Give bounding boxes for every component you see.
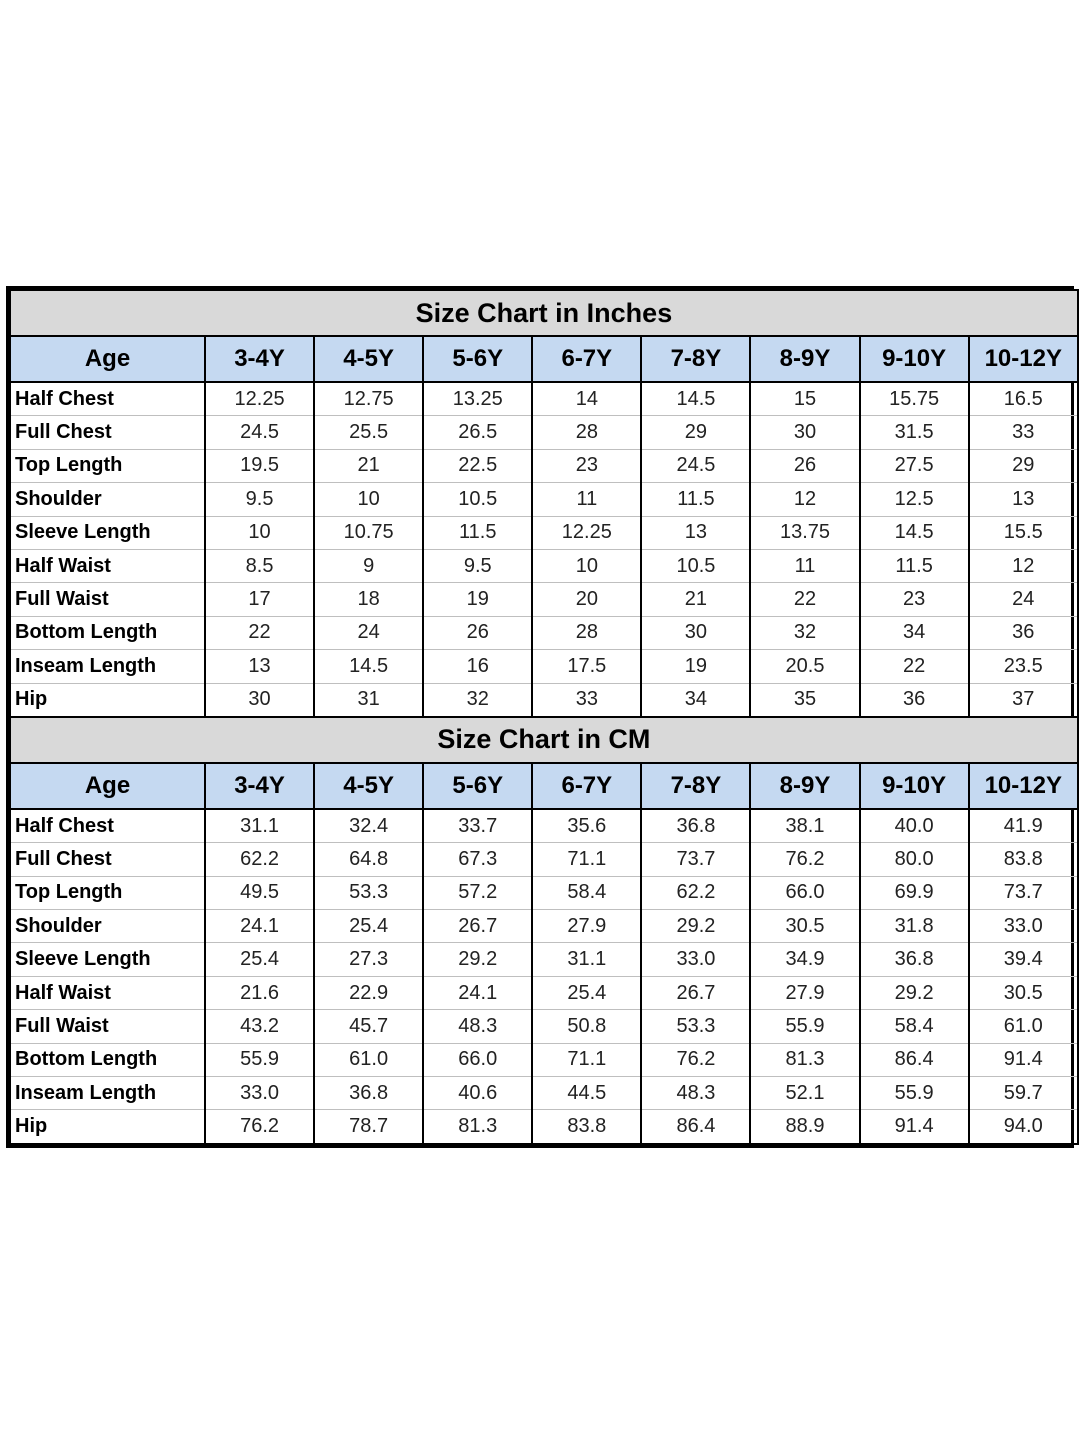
measurement-value: 59.7 — [969, 1077, 1078, 1110]
measurement-value: 76.2 — [641, 1043, 750, 1076]
measurement-value: 61.0 — [314, 1043, 423, 1076]
measurement-value: 10.5 — [423, 483, 532, 516]
measurement-label: Full Chest — [10, 843, 205, 876]
measurement-value: 29.2 — [641, 910, 750, 943]
measurement-value: 14 — [532, 382, 641, 416]
age-column-header: 10-12Y — [969, 763, 1078, 809]
measurement-value: 71.1 — [532, 843, 641, 876]
measurement-label: Sleeve Length — [10, 516, 205, 549]
table-row — [10, 1043, 1078, 1076]
measurement-label: Half Waist — [10, 549, 205, 582]
measurement-value: 80.0 — [860, 843, 969, 876]
measurement-value: 58.4 — [860, 1010, 969, 1043]
measurement-label: Half Chest — [10, 382, 205, 416]
measurement-value: 49.5 — [205, 876, 314, 909]
age-column-header: 5-6Y — [423, 763, 532, 809]
measurement-value: 22.9 — [314, 976, 423, 1009]
measurement-value: 55.9 — [860, 1077, 969, 1110]
measurement-value: 27.9 — [750, 976, 859, 1009]
measurement-value: 10 — [314, 483, 423, 516]
measurement-value: 11.5 — [641, 483, 750, 516]
measurement-value: 29 — [969, 449, 1078, 482]
size-chart — [6, 286, 1074, 1148]
age-header: Age — [10, 763, 205, 809]
measurement-label: Shoulder — [10, 910, 205, 943]
measurement-value: 33.0 — [641, 943, 750, 976]
measurement-value: 9.5 — [205, 483, 314, 516]
measurement-label: Inseam Length — [10, 1077, 205, 1110]
table-row — [10, 943, 1078, 976]
measurement-value: 26.7 — [423, 910, 532, 943]
measurement-value: 9.5 — [423, 549, 532, 582]
cm-chart-title: Size Chart in CM — [10, 717, 1078, 763]
measurement-label: Full Waist — [10, 1010, 205, 1043]
age-column-header: 6-7Y — [532, 763, 641, 809]
measurement-value: 20.5 — [750, 650, 859, 683]
measurement-value: 25.4 — [205, 943, 314, 976]
measurement-value: 27.5 — [860, 449, 969, 482]
measurement-value: 11.5 — [860, 549, 969, 582]
table-row — [10, 1010, 1078, 1043]
table-row — [10, 809, 1078, 843]
table-row — [10, 910, 1078, 943]
measurement-value: 38.1 — [750, 809, 859, 843]
measurement-value: 10 — [532, 549, 641, 582]
measurement-value: 33 — [969, 416, 1078, 449]
measurement-value: 81.3 — [750, 1043, 859, 1076]
measurement-value: 15.5 — [969, 516, 1078, 549]
inches-header-row — [10, 336, 1078, 382]
measurement-value: 78.7 — [314, 1110, 423, 1144]
table-row — [10, 1110, 1078, 1144]
measurement-value: 12.25 — [205, 382, 314, 416]
measurement-value: 62.2 — [205, 843, 314, 876]
measurement-value: 21.6 — [205, 976, 314, 1009]
table-row — [10, 549, 1078, 582]
measurement-value: 29.2 — [860, 976, 969, 1009]
measurement-value: 24.1 — [205, 910, 314, 943]
measurement-value: 83.8 — [532, 1110, 641, 1144]
measurement-value: 17 — [205, 583, 314, 616]
measurement-value: 12.75 — [314, 382, 423, 416]
measurement-value: 58.4 — [532, 876, 641, 909]
measurement-value: 81.3 — [423, 1110, 532, 1144]
age-column-header: 7-8Y — [641, 763, 750, 809]
measurement-value: 15 — [750, 382, 859, 416]
age-column-header: 9-10Y — [860, 763, 969, 809]
measurement-value: 73.7 — [969, 876, 1078, 909]
measurement-value: 88.9 — [750, 1110, 859, 1144]
measurement-value: 73.7 — [641, 843, 750, 876]
measurement-value: 24 — [969, 583, 1078, 616]
measurement-value: 9 — [314, 549, 423, 582]
measurement-value: 36 — [860, 683, 969, 717]
measurement-label: Half Chest — [10, 809, 205, 843]
measurement-value: 31.1 — [532, 943, 641, 976]
measurement-value: 52.1 — [750, 1077, 859, 1110]
measurement-label: Shoulder — [10, 483, 205, 516]
measurement-value: 13 — [205, 650, 314, 683]
measurement-value: 50.8 — [532, 1010, 641, 1043]
table-row — [10, 876, 1078, 909]
age-column-header: 10-12Y — [969, 336, 1078, 382]
measurement-value: 27.9 — [532, 910, 641, 943]
measurement-value: 66.0 — [750, 876, 859, 909]
measurement-label: Bottom Length — [10, 616, 205, 649]
measurement-value: 30 — [205, 683, 314, 717]
measurement-label: Top Length — [10, 449, 205, 482]
measurement-value: 19.5 — [205, 449, 314, 482]
measurement-value: 31.1 — [205, 809, 314, 843]
measurement-value: 31.8 — [860, 910, 969, 943]
table-row — [10, 483, 1078, 516]
measurement-value: 55.9 — [750, 1010, 859, 1043]
measurement-value: 29.2 — [423, 943, 532, 976]
measurement-value: 76.2 — [205, 1110, 314, 1144]
measurement-value: 13 — [641, 516, 750, 549]
measurement-value: 11 — [750, 549, 859, 582]
age-column-header: 4-5Y — [314, 763, 423, 809]
measurement-value: 22 — [860, 650, 969, 683]
measurement-value: 28 — [532, 416, 641, 449]
inches-title-row — [10, 290, 1078, 336]
measurement-value: 31.5 — [860, 416, 969, 449]
measurement-value: 86.4 — [641, 1110, 750, 1144]
measurement-value: 34 — [860, 616, 969, 649]
measurement-value: 53.3 — [641, 1010, 750, 1043]
measurement-value: 31 — [314, 683, 423, 717]
table-row — [10, 583, 1078, 616]
table-row — [10, 650, 1078, 683]
table-row — [10, 843, 1078, 876]
measurement-value: 45.7 — [314, 1010, 423, 1043]
measurement-value: 34.9 — [750, 943, 859, 976]
measurement-value: 32 — [423, 683, 532, 717]
measurement-value: 12.5 — [860, 483, 969, 516]
measurement-value: 33.7 — [423, 809, 532, 843]
age-column-header: 8-9Y — [750, 336, 859, 382]
table-row — [10, 683, 1078, 717]
table-row — [10, 616, 1078, 649]
measurement-value: 57.2 — [423, 876, 532, 909]
measurement-label: Full Chest — [10, 416, 205, 449]
measurement-value: 64.8 — [314, 843, 423, 876]
age-header: Age — [10, 336, 205, 382]
measurement-value: 48.3 — [423, 1010, 532, 1043]
measurement-value: 16 — [423, 650, 532, 683]
measurement-value: 12 — [969, 549, 1078, 582]
measurement-value: 76.2 — [750, 843, 859, 876]
size-chart-table — [9, 289, 1079, 1145]
measurement-value: 35.6 — [532, 809, 641, 843]
age-column-header: 4-5Y — [314, 336, 423, 382]
measurement-value: 30 — [641, 616, 750, 649]
measurement-value: 24.5 — [205, 416, 314, 449]
measurement-value: 39.4 — [969, 943, 1078, 976]
measurement-value: 71.1 — [532, 1043, 641, 1076]
age-column-header: 3-4Y — [205, 763, 314, 809]
age-column-header: 9-10Y — [860, 336, 969, 382]
measurement-value: 29 — [641, 416, 750, 449]
measurement-value: 43.2 — [205, 1010, 314, 1043]
measurement-value: 20 — [532, 583, 641, 616]
measurement-value: 10.5 — [641, 549, 750, 582]
age-column-header: 3-4Y — [205, 336, 314, 382]
measurement-value: 26 — [423, 616, 532, 649]
measurement-value: 14.5 — [641, 382, 750, 416]
measurement-value: 55.9 — [205, 1043, 314, 1076]
age-column-header: 7-8Y — [641, 336, 750, 382]
measurement-value: 19 — [641, 650, 750, 683]
cm-header-row — [10, 763, 1078, 809]
measurement-value: 24.1 — [423, 976, 532, 1009]
measurement-value: 16.5 — [969, 382, 1078, 416]
measurement-value: 8.5 — [205, 549, 314, 582]
measurement-value: 91.4 — [860, 1110, 969, 1144]
measurement-value: 41.9 — [969, 809, 1078, 843]
measurement-value: 13.25 — [423, 382, 532, 416]
age-column-header: 6-7Y — [532, 336, 641, 382]
measurement-value: 11 — [532, 483, 641, 516]
measurement-value: 26 — [750, 449, 859, 482]
measurement-value: 48.3 — [641, 1077, 750, 1110]
measurement-value: 24.5 — [641, 449, 750, 482]
table-row — [10, 382, 1078, 416]
table-row — [10, 976, 1078, 1009]
measurement-label: Full Waist — [10, 583, 205, 616]
measurement-value: 13 — [969, 483, 1078, 516]
measurement-value: 13.75 — [750, 516, 859, 549]
measurement-value: 25.4 — [314, 910, 423, 943]
table-row — [10, 416, 1078, 449]
measurement-value: 40.0 — [860, 809, 969, 843]
measurement-value: 36 — [969, 616, 1078, 649]
measurement-value: 33.0 — [969, 910, 1078, 943]
measurement-value: 94.0 — [969, 1110, 1078, 1144]
measurement-value: 69.9 — [860, 876, 969, 909]
measurement-value: 25.5 — [314, 416, 423, 449]
measurement-value: 14.5 — [860, 516, 969, 549]
measurement-value: 86.4 — [860, 1043, 969, 1076]
age-column-header: 5-6Y — [423, 336, 532, 382]
measurement-value: 11.5 — [423, 516, 532, 549]
measurement-value: 12.25 — [532, 516, 641, 549]
measurement-value: 17.5 — [532, 650, 641, 683]
measurement-value: 53.3 — [314, 876, 423, 909]
measurement-label: Sleeve Length — [10, 943, 205, 976]
measurement-value: 12 — [750, 483, 859, 516]
measurement-value: 36.8 — [641, 809, 750, 843]
measurement-value: 23 — [532, 449, 641, 482]
measurement-label: Hip — [10, 1110, 205, 1144]
measurement-value: 26.5 — [423, 416, 532, 449]
measurement-value: 67.3 — [423, 843, 532, 876]
measurement-value: 35 — [750, 683, 859, 717]
measurement-value: 34 — [641, 683, 750, 717]
measurement-value: 61.0 — [969, 1010, 1078, 1043]
measurement-value: 91.4 — [969, 1043, 1078, 1076]
measurement-value: 21 — [314, 449, 423, 482]
measurement-value: 36.8 — [314, 1077, 423, 1110]
measurement-value: 28 — [532, 616, 641, 649]
table-row — [10, 516, 1078, 549]
measurement-value: 23.5 — [969, 650, 1078, 683]
measurement-value: 24 — [314, 616, 423, 649]
measurement-value: 62.2 — [641, 876, 750, 909]
measurement-value: 23 — [860, 583, 969, 616]
cm-title-row — [10, 717, 1078, 763]
measurement-value: 36.8 — [860, 943, 969, 976]
measurement-value: 32.4 — [314, 809, 423, 843]
measurement-value: 30 — [750, 416, 859, 449]
measurement-value: 10 — [205, 516, 314, 549]
measurement-value: 44.5 — [532, 1077, 641, 1110]
measurement-value: 19 — [423, 583, 532, 616]
measurement-label: Top Length — [10, 876, 205, 909]
measurement-value: 21 — [641, 583, 750, 616]
measurement-value: 32 — [750, 616, 859, 649]
measurement-value: 37 — [969, 683, 1078, 717]
inches-chart-title: Size Chart in Inches — [10, 290, 1078, 336]
measurement-value: 25.4 — [532, 976, 641, 1009]
measurement-label: Bottom Length — [10, 1043, 205, 1076]
measurement-value: 22.5 — [423, 449, 532, 482]
measurement-value: 18 — [314, 583, 423, 616]
measurement-value: 14.5 — [314, 650, 423, 683]
measurement-value: 30.5 — [750, 910, 859, 943]
measurement-value: 15.75 — [860, 382, 969, 416]
table-row — [10, 1077, 1078, 1110]
measurement-value: 26.7 — [641, 976, 750, 1009]
measurement-label: Inseam Length — [10, 650, 205, 683]
measurement-value: 66.0 — [423, 1043, 532, 1076]
measurement-value: 27.3 — [314, 943, 423, 976]
measurement-value: 22 — [750, 583, 859, 616]
age-column-header: 8-9Y — [750, 763, 859, 809]
table-row — [10, 449, 1078, 482]
measurement-value: 33.0 — [205, 1077, 314, 1110]
measurement-value: 83.8 — [969, 843, 1078, 876]
measurement-label: Hip — [10, 683, 205, 717]
measurement-label: Half Waist — [10, 976, 205, 1009]
measurement-value: 22 — [205, 616, 314, 649]
measurement-value: 33 — [532, 683, 641, 717]
measurement-value: 10.75 — [314, 516, 423, 549]
measurement-value: 40.6 — [423, 1077, 532, 1110]
measurement-value: 30.5 — [969, 976, 1078, 1009]
